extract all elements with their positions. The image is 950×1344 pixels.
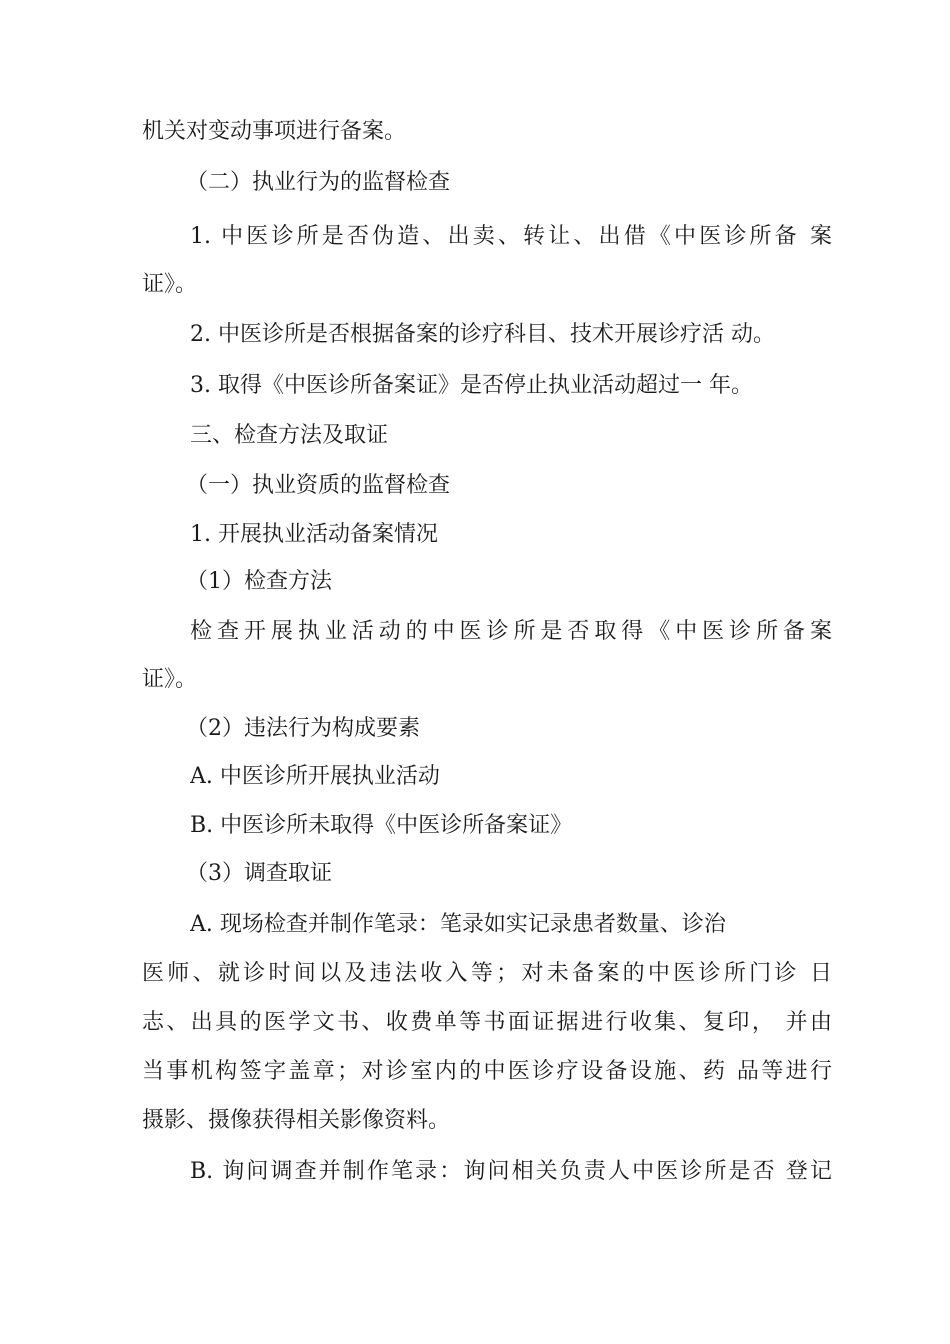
text-line: 检查开展执业活动的中医诊所是否取得《中医诊所备案 [190, 619, 832, 644]
text-line: 3. 取得《中医诊所备案证》是否停止执业活动超过一 年。 [190, 373, 753, 398]
text-line: B. 询问调查并制作笔录：询问相关负责人中医诊所是否 登记 [190, 1159, 832, 1184]
section-heading: 三、检查方法及取证 [190, 423, 389, 448]
text-line: 志、出具的医学文书、收费单等书面证据进行收集、复印， 并由 [142, 1010, 832, 1035]
text-line: 医师、就诊时间以及违法收入等；对未备案的中医诊所门诊 日 [142, 961, 832, 986]
section-heading: （一）执业资质的监督检查 [186, 473, 451, 498]
section-heading: （2）违法行为构成要素 [186, 716, 420, 741]
section-heading: （3）调查取证 [186, 861, 332, 886]
section-heading: 1. 开展执业活动备案情况 [190, 522, 438, 547]
section-heading: （二）执业行为的监督检查 [186, 170, 451, 195]
text-line: 2. 中医诊所是否根据备案的诊疗科目、技术开展诊疗活 动。 [190, 322, 775, 347]
text-line: 1. 中医诊所是否伪造、出卖、转让、出借《中医诊所备 案 [190, 224, 832, 249]
text-line: A. 中医诊所开展执业活动 [190, 764, 440, 789]
text-line: 证》。 [142, 667, 198, 692]
text-line: A. 现场检查并制作笔录：笔录如实记录患者数量、诊治 [190, 912, 726, 937]
text-line: 机关对变动事项进行备案。 [142, 119, 407, 144]
text-line: B. 中医诊所未取得《中医诊所备案证》 [190, 813, 573, 838]
text-line: 证》。 [142, 272, 198, 297]
section-heading: （1）检查方法 [186, 569, 332, 594]
text-line: 摄影、摄像获得相关影像资料。 [142, 1108, 451, 1133]
text-line: 当事机构签字盖章；对诊室内的中医诊疗设备设施、药 品等进行 [142, 1059, 832, 1084]
